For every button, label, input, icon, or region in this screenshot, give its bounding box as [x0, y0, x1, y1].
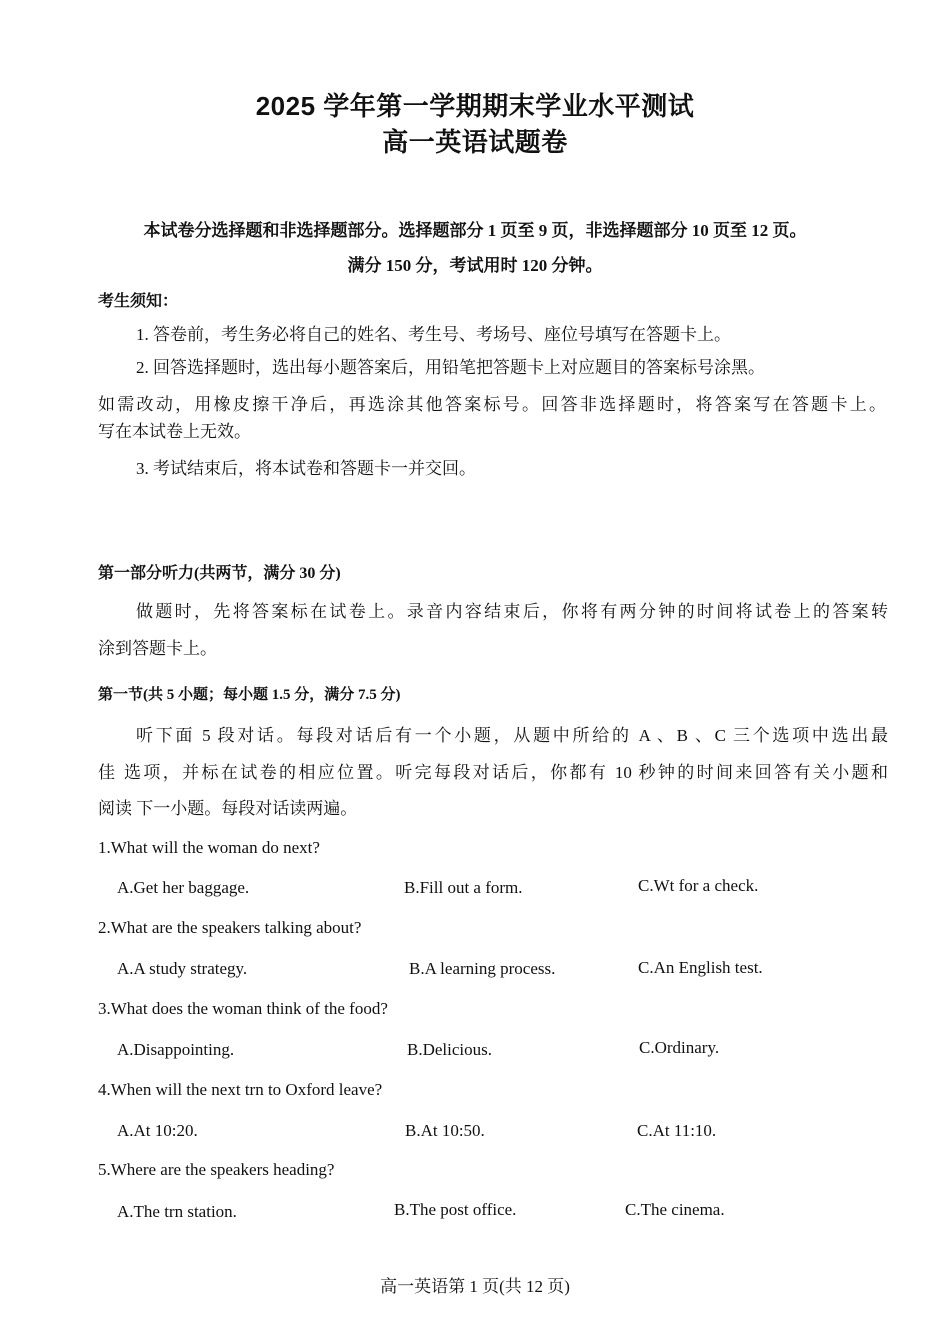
- question-2-option-a: A.A study strategy.: [117, 959, 248, 978]
- question-4-option-c: C.At 11:10.: [637, 1121, 717, 1140]
- question-2-option-b: B.A learning process.: [409, 959, 556, 978]
- intro-line-2: 满分 150 分，考试用时 120 分钟。: [347, 256, 603, 275]
- question-5: 5.Where are the speakers heading?: [98, 1160, 335, 1179]
- exam-title: 2025 学年第一学期期末学业水平测试: [255, 91, 695, 121]
- notice-item-2-continued-2: 写在本试卷上无效。: [98, 422, 251, 441]
- part1-desc-line-1: 做题时，先将答案标在试卷上。录音内容结束后，你将有两分钟的时间将试卷上的答案转: [136, 602, 888, 621]
- question-4-option-a: A.At 10:20.: [117, 1121, 198, 1140]
- section1-desc-line-3: 阅读 下一小题。每段对话读两遍。: [98, 799, 358, 818]
- question-3-option-c: C.Ordinary.: [639, 1038, 720, 1057]
- question-5-option-b: B.The post office.: [394, 1200, 517, 1219]
- question-4: 4.When will the next trn to Oxford leave?: [98, 1080, 383, 1099]
- notice-label: 考生须知：: [98, 293, 179, 310]
- question-2: 2.What are the speakers talking about?: [98, 918, 362, 937]
- question-1: 1.What will the woman do next?: [98, 838, 320, 857]
- question-3-option-b: B.Delicious.: [407, 1040, 492, 1059]
- section1-desc-line-1: 听下面 5 段对话。每段对话后有一个小题，从题中所给的 A 、B 、C 三个选项中选出最: [136, 726, 888, 745]
- notice-item-2: 2. 回答选择题时，选出每小题答案后，用铅笔把答题卡上对应题目的答案标号涂黑。: [136, 358, 765, 377]
- intro-line-1: 本试卷分选择题和非选择题部分。选择题部分 1 页至 9 页，非选择题部分 10 页至 12 页。: [143, 221, 807, 240]
- section1-desc-line-2: 佳 选项，并标在试卷的相应位置。听完每段对话后，你都有 10 秒钟的时间来回答有关小题和: [98, 763, 888, 782]
- question-5-option-a: A.The trn station.: [117, 1202, 237, 1221]
- notice-item-3: 3. 考试结束后，将本试卷和答题卡一并交回。: [136, 459, 476, 478]
- question-1-option-b: B.Fill out a form.: [404, 878, 523, 897]
- part1-desc-line-2: 涂到答题卡上。: [98, 639, 217, 658]
- question-1-option-a: A.Get her baggage.: [117, 878, 250, 897]
- part1-heading: 第一部分听力(共两节，满分 30 分): [98, 565, 341, 582]
- question-3-option-a: A.Disappointing.: [117, 1040, 235, 1059]
- question-3: 3.What does the woman think of the food?: [98, 999, 388, 1018]
- exam-subtitle: 高一英语试题卷: [382, 127, 568, 157]
- notice-item-2-continued: 如需改动，用橡皮擦干净后，再选涂其他答案标号。回答非选择题时，将答案写在答题卡上。: [98, 395, 886, 414]
- notice-item-1: 1. 答卷前，考生务必将自己的姓名、考生号、考场号、座位号填写在答题卡上。: [136, 325, 731, 344]
- question-5-option-c: C.The cinema.: [625, 1200, 725, 1219]
- question-2-option-c: C.An English test.: [638, 958, 763, 977]
- section1-heading: 第一节(共 5 小题；每小题 1.5 分，满分 7.5 分): [98, 687, 401, 703]
- page-footer: 高一英语第 1 页(共 12 页): [380, 1277, 570, 1296]
- question-4-option-b: B.At 10:50.: [405, 1121, 485, 1140]
- question-1-option-c: C.Wt for a check.: [638, 876, 759, 895]
